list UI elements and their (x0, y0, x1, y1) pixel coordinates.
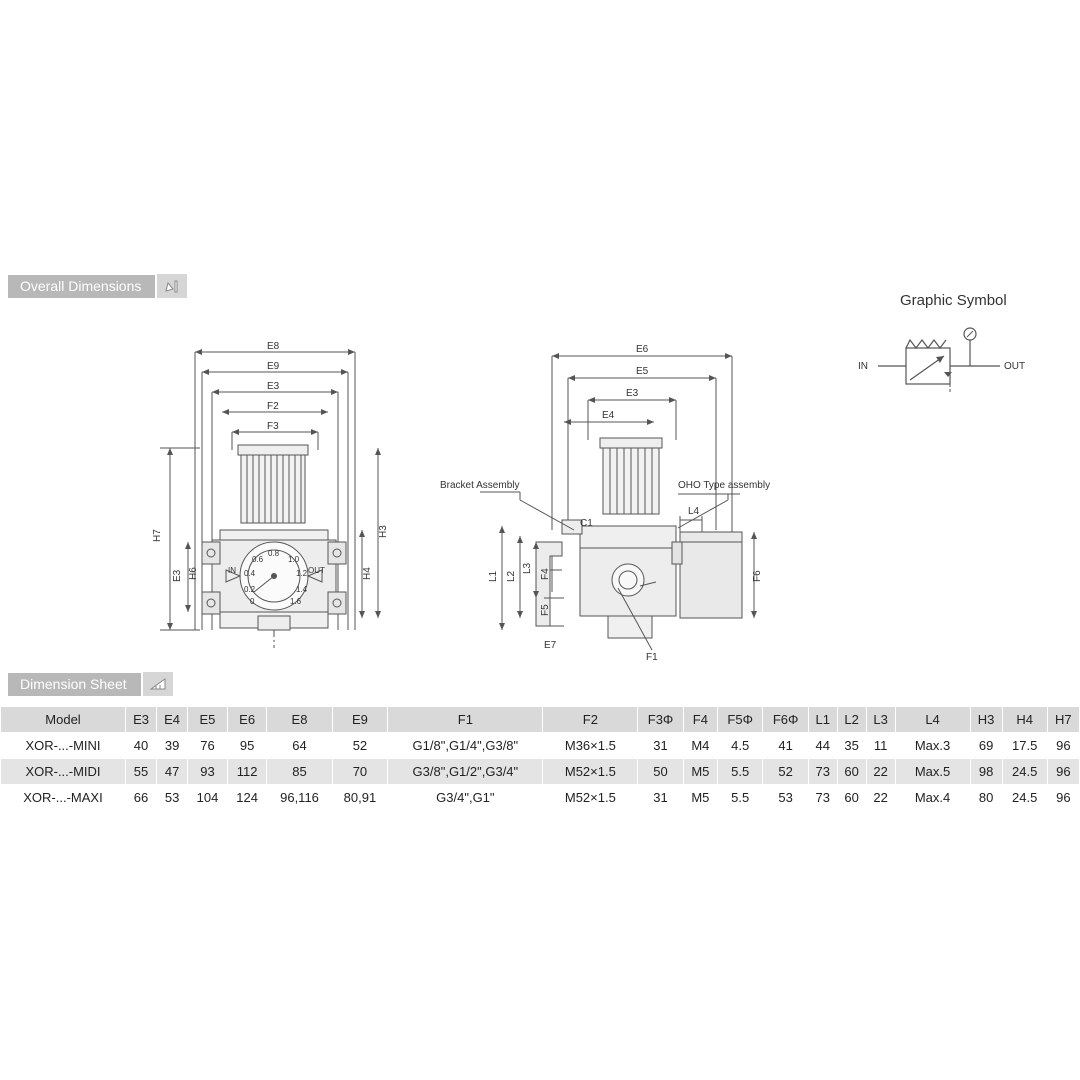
callout-f1: F1 (646, 652, 658, 663)
section-header-overall-dimensions (8, 274, 187, 298)
table-cell: Max.3 (895, 733, 970, 759)
table-header-cell: H3 (970, 707, 1002, 733)
table-cell: 124 (227, 785, 267, 811)
table-cell: 96 (1047, 785, 1079, 811)
table-cell: 80 (970, 785, 1002, 811)
side-view-drawing (440, 330, 770, 670)
table-cell: 73 (808, 785, 837, 811)
table-cell: 60 (837, 759, 866, 785)
dim-label-e9: E9 (267, 361, 280, 372)
gauge-tick-02: 0.2 (244, 585, 256, 594)
table-header-cell: F3Φ (638, 707, 683, 733)
table-cell: 5.5 (718, 759, 763, 785)
table-header-cell: E9 (332, 707, 388, 733)
table-header-cell: F4 (683, 707, 717, 733)
table-cell-model: XOR-...-MAXI (1, 785, 126, 811)
table-cell: 104 (188, 785, 228, 811)
dim-label-l4: L4 (688, 506, 700, 517)
table-cell: 41 (763, 733, 808, 759)
gauge-tick-06: 0.6 (252, 555, 264, 564)
table-header-cell: L2 (837, 707, 866, 733)
dim-label-c1: C1 (580, 518, 593, 529)
gauge-tick-04: 0.4 (244, 569, 256, 578)
table-cell: 24.5 (1002, 759, 1047, 785)
pencil-icon (157, 274, 187, 298)
table-cell: Max.4 (895, 785, 970, 811)
table-header-cell: E4 (157, 707, 188, 733)
dim-label-f2: F2 (267, 401, 279, 412)
gauge-tick-16: 1.6 (290, 597, 302, 606)
table-cell: G3/8",G1/2",G3/4" (388, 759, 543, 785)
table-cell: 98 (970, 759, 1002, 785)
graphic-symbol-title: Graphic Symbol (900, 292, 1007, 309)
table-cell: 31 (638, 785, 683, 811)
table-header-cell: E3 (126, 707, 157, 733)
table-cell: 69 (970, 733, 1002, 759)
table-header-cell: F6Φ (763, 707, 808, 733)
dim-label-f5: F5 (540, 604, 551, 616)
table-cell: 22 (866, 785, 895, 811)
table-cell: 66 (126, 785, 157, 811)
dim-label-e3-front: E3 (267, 381, 280, 392)
table-header-cell: H7 (1047, 707, 1079, 733)
dim-label-f6: F6 (752, 570, 763, 582)
table-cell: 39 (157, 733, 188, 759)
table-cell: 96 (1047, 759, 1079, 785)
table-cell: 47 (157, 759, 188, 785)
dim-label-f4: F4 (540, 568, 551, 580)
table-header-cell: E6 (227, 707, 267, 733)
table-cell: M36×1.5 (543, 733, 638, 759)
table-cell: G3/4",G1" (388, 785, 543, 811)
table-cell: 64 (267, 733, 332, 759)
graphic-symbol-in-label: IN (858, 361, 868, 372)
table-cell: 22 (866, 759, 895, 785)
table-cell: 96 (1047, 733, 1079, 759)
dim-label-e4: E4 (602, 410, 615, 421)
table-cell: 93 (188, 759, 228, 785)
table-cell: M4 (683, 733, 717, 759)
port-label-in: IN (228, 566, 236, 575)
table-cell: 55 (126, 759, 157, 785)
dim-label-l3: L3 (522, 562, 533, 574)
section-header-dimension-sheet (8, 672, 173, 696)
gauge-tick-12: 1.2 (296, 569, 308, 578)
table-cell: 11 (866, 733, 895, 759)
callout-oho-assembly: OHO Type assembly (678, 480, 770, 491)
table-header-cell: L4 (895, 707, 970, 733)
table-cell: 53 (763, 785, 808, 811)
gauge-tick-10: 1.0 (288, 555, 300, 564)
port-label-out: OUT (308, 566, 325, 575)
table-cell: 53 (157, 785, 188, 811)
table-cell: 40 (126, 733, 157, 759)
table-cell: 44 (808, 733, 837, 759)
table-cell: 52 (332, 733, 388, 759)
table-cell: 73 (808, 759, 837, 785)
dim-label-e3-left: E3 (172, 569, 183, 582)
table-header-cell: F1 (388, 707, 543, 733)
dim-label-f3: F3 (267, 421, 279, 432)
dimension-table (0, 706, 1080, 811)
dim-label-h6: H6 (188, 567, 199, 580)
gauge-tick-14: 1.4 (296, 585, 308, 594)
section-title-overall-dimensions: Overall Dimensions (8, 275, 155, 298)
dim-label-h4: H4 (362, 567, 373, 580)
table-cell: 80,91 (332, 785, 388, 811)
dim-label-h3: H3 (378, 525, 389, 538)
table-cell: 52 (763, 759, 808, 785)
table-row (1, 733, 1080, 759)
table-cell: 4.5 (718, 733, 763, 759)
callout-bracket-assembly: Bracket Assembly (440, 480, 520, 491)
table-cell: M5 (683, 759, 717, 785)
gauge-tick-08: 0.8 (268, 549, 280, 558)
dim-label-e8: E8 (267, 341, 280, 352)
table-cell-model: XOR-...-MIDI (1, 759, 126, 785)
table-cell: G1/8",G1/4",G3/8" (388, 733, 543, 759)
table-cell: 95 (227, 733, 267, 759)
table-cell: 60 (837, 785, 866, 811)
table-cell: 5.5 (718, 785, 763, 811)
table-cell: 70 (332, 759, 388, 785)
section-title-dimension-sheet: Dimension Sheet (8, 673, 141, 696)
table-header-cell: Model (1, 707, 126, 733)
ruler-icon (143, 672, 173, 696)
dim-label-e7: E7 (544, 640, 557, 651)
front-view-drawing (140, 330, 430, 660)
table-cell: 24.5 (1002, 785, 1047, 811)
table-row (1, 785, 1080, 811)
dim-label-e3-side: E3 (626, 388, 639, 399)
table-cell: M5 (683, 785, 717, 811)
table-cell: 112 (227, 759, 267, 785)
table-cell: 17.5 (1002, 733, 1047, 759)
table-header-cell: F5Φ (718, 707, 763, 733)
table-cell: 50 (638, 759, 683, 785)
dim-label-l2: L2 (506, 570, 517, 582)
table-header-cell: L3 (866, 707, 895, 733)
dim-label-h7: H7 (152, 529, 163, 542)
table-cell-model: XOR-...-MINI (1, 733, 126, 759)
table-header-cell: E5 (188, 707, 228, 733)
table-cell: 76 (188, 733, 228, 759)
graphic-symbol-out-label: OUT (1004, 361, 1026, 372)
gauge-tick-0: 0 (250, 597, 255, 606)
table-cell: 31 (638, 733, 683, 759)
dim-label-l1: L1 (488, 570, 499, 582)
table-cell: 35 (837, 733, 866, 759)
table-cell: 96,116 (267, 785, 332, 811)
table-cell: Max.5 (895, 759, 970, 785)
table-header-cell: H4 (1002, 707, 1047, 733)
table-header-cell: F2 (543, 707, 638, 733)
table-row (1, 759, 1080, 785)
table-cell: 85 (267, 759, 332, 785)
table-header-cell: L1 (808, 707, 837, 733)
table-cell: M52×1.5 (543, 785, 638, 811)
table-header-row (1, 707, 1080, 733)
dim-label-e6: E6 (636, 344, 649, 355)
table-cell: M52×1.5 (543, 759, 638, 785)
graphic-symbol-diagram (858, 320, 1058, 420)
dim-label-e5: E5 (636, 366, 649, 377)
table-header-cell: E8 (267, 707, 332, 733)
